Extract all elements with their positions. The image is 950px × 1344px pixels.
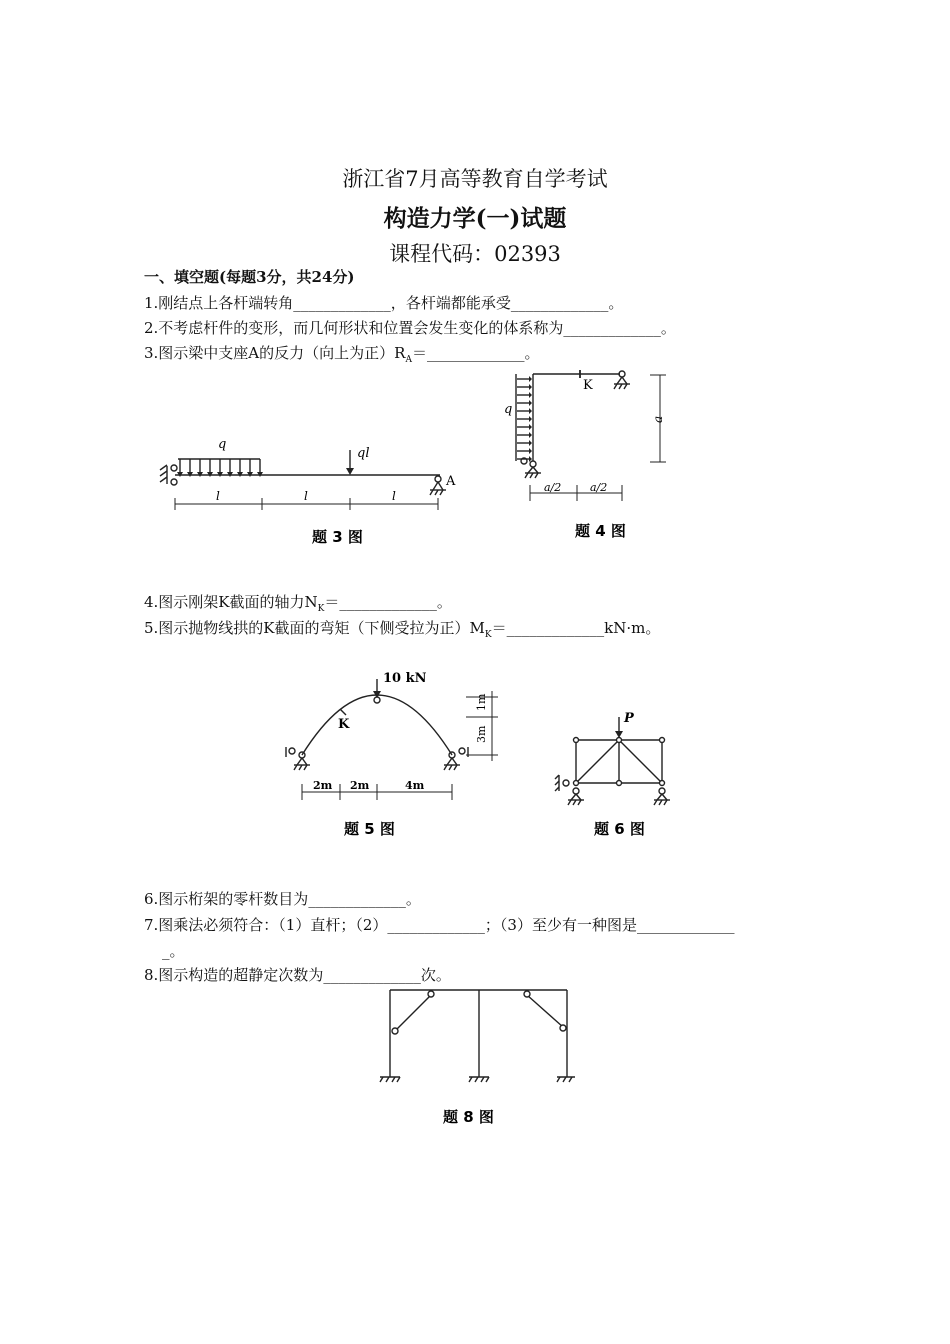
question-5: 5.图示抛物线拱的K截面的弯矩（下侧受拉为正）$M_K=\_\_\_\_\_\_\_\_\_\_\_\_\_kN\cdot m$。 xyxy=(144,619,661,640)
figure-6-truss xyxy=(550,705,690,845)
label-l1: l xyxy=(216,489,220,503)
question-7-continued: _。 xyxy=(162,942,185,960)
course-code: 课程代码：02393 xyxy=(389,242,561,266)
figure-5-arch xyxy=(280,665,510,845)
figure-3-caption: 题 3 图 xyxy=(312,528,363,546)
course-title: 构造力学(一)试题 xyxy=(383,205,567,232)
question-2: 2.不考虑杆件的变形，而几何形状和位置会发生变化的体系称为_____________。 xyxy=(144,319,676,337)
figure-5-caption: 题 5 图 xyxy=(344,820,395,838)
figure-6-caption: 题 6 图 xyxy=(594,820,645,838)
label-q: q xyxy=(504,402,513,417)
label-a: a xyxy=(651,415,665,423)
label-2m-a: 2m xyxy=(313,779,333,792)
label-k: K xyxy=(583,378,593,393)
figure-4-caption: 题 4 图 xyxy=(575,522,626,540)
label-a-half-1: a/2 xyxy=(544,481,562,494)
distributed-load-arrows xyxy=(180,459,260,472)
label-4m: 4m xyxy=(405,779,425,792)
label-ql: ql xyxy=(357,446,370,461)
label-2m-b: 2m xyxy=(350,779,370,792)
arch-member xyxy=(302,695,452,755)
exam-title: 浙江省7月高等教育自学考试 xyxy=(342,167,608,191)
question-4: 4.图示刚架K截面的轴力$N_K=\_\_\_\_\_\_\_\_\_\_\_\_\_$。 xyxy=(144,593,452,614)
label-a-half-2: a/2 xyxy=(590,481,608,494)
label-l2: l xyxy=(304,489,308,503)
question-7: 7.图乘法必须符合：（1）直杆；（2）_____________；（3）至少有一种图是_____________ xyxy=(144,916,735,934)
question-3: 3.图示梁中支座A的反力（向上为正）$R_A=\_\_\_\_\_\_\_\_\_\_\_\_\_$。 xyxy=(144,344,540,365)
label-load: 10 kN xyxy=(383,671,427,686)
label-l3: l xyxy=(392,489,396,503)
label-k: K xyxy=(338,717,350,732)
label-q: q xyxy=(218,437,227,452)
label-p: P xyxy=(624,711,634,726)
figure-8-caption: 题 8 图 xyxy=(443,1108,494,1126)
question-1: 1.刚结点上各杆端转角_____________，各杆端都能承受_____________。 xyxy=(144,294,624,312)
question-6: 6.图示桁架的零杆数目为_____________。 xyxy=(144,890,421,908)
support-a-pin xyxy=(435,476,441,482)
section-heading: 一、填空题(每题3分，共24分) xyxy=(144,268,355,286)
figure-4-frame xyxy=(500,365,680,545)
question-8: 8.图示构造的超静定次数为_____________次。 xyxy=(144,966,451,984)
label-a: A xyxy=(446,474,456,489)
figure-8-frame xyxy=(375,985,575,1135)
label-1m: 1m xyxy=(475,693,488,711)
label-3m: 3m xyxy=(475,725,488,743)
figure-3-beam xyxy=(150,430,470,555)
